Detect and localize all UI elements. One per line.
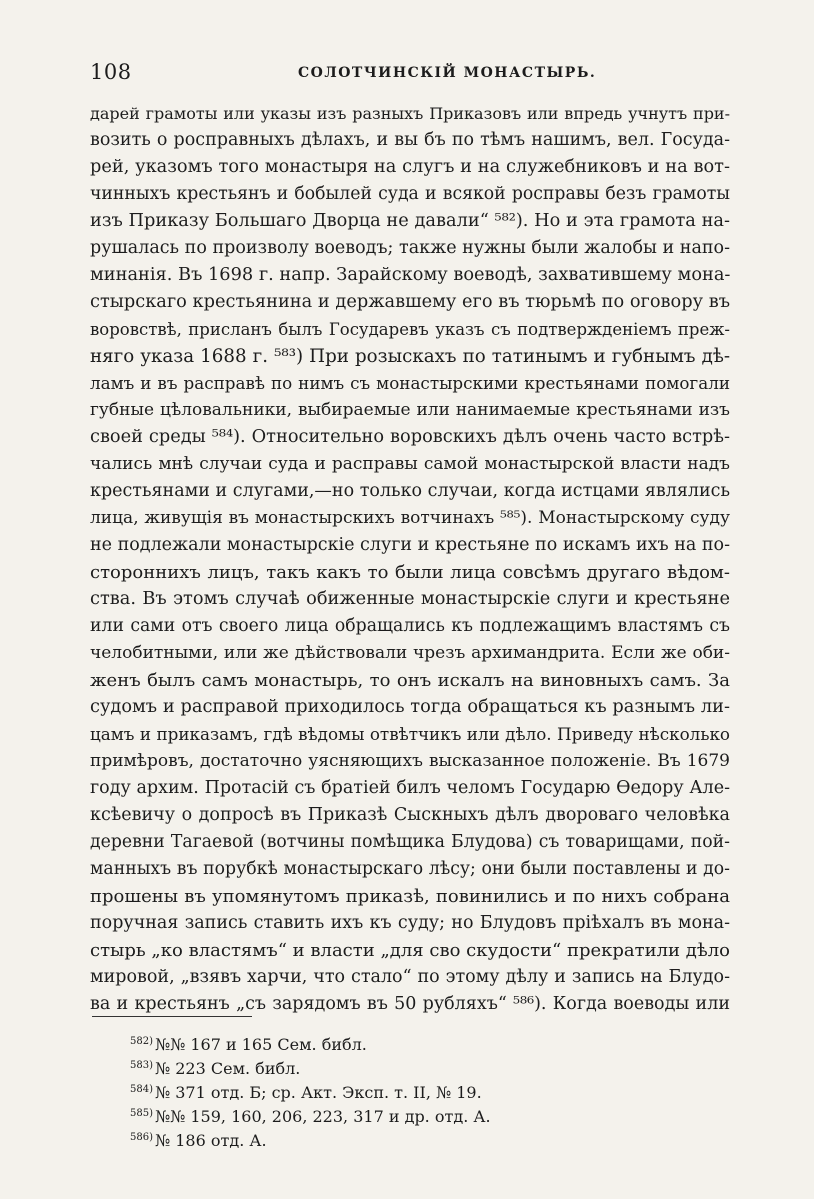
text-line: дарей грамоты или указы изъ разныхъ Приказовъ или впредь учнутъ при-: [90, 104, 730, 123]
footnote-text: №№ 167 и 165 Сем. библ.: [155, 1035, 367, 1054]
text-line: деревни Тагаевой (вотчины помѣщика Блудова) съ товарищами, пой-: [90, 832, 730, 852]
footnote-mark: 583): [130, 1060, 153, 1071]
text-line: чинныхъ крестьянъ и бобылей суда и всякой росправы безъ грамоты: [90, 184, 730, 204]
text-line: стороннихъ лицъ, такъ какъ то были лица совсѣмъ другаго вѣдом-: [90, 562, 730, 583]
text-line: воровствѣ, присланъ былъ Государевъ указъ съ подтвержденіемъ преж-: [90, 320, 730, 339]
text-line: поручная запись ставить ихъ къ суду; но Блудовъ пріѣхалъ въ мона-: [90, 913, 730, 933]
page-number: 108: [90, 60, 132, 84]
text-line: лица, живущія въ монастырскихъ вотчинахъ ⁵⁸⁵). Монастырскому суду: [90, 508, 730, 528]
text-line: губные цѣловальники, выбираемые или нанимаемые крестьянами изъ: [90, 400, 730, 420]
text-line: ксѣевичу о допросѣ въ Приказѣ Сыскныхъ дѣлъ двороваго человѣка: [90, 805, 730, 825]
text-line: рушалась по произволу воеводъ; также нужны были жалобы и напо-: [90, 238, 730, 258]
text-line: ва и крестьянъ „съ зарядомъ въ 50 рубляхъ“ ⁵⁸⁶). Когда воеводы или: [90, 994, 730, 1014]
running-title: СОЛОТЧИНСКІЙ МОНАСТЫРЬ.: [298, 65, 597, 81]
footnote: [130, 1054, 630, 1078]
footnote: [130, 1078, 630, 1102]
text-line: не подлежали монастырскіе слуги и крестьяне по искамъ ихъ на по-: [90, 535, 730, 555]
footnote-separator: [92, 1016, 252, 1017]
footnote-text: № 223 Сем. библ.: [155, 1059, 301, 1078]
text-line: минанія. Въ 1698 г. напр. Зарайскому воеводѣ, захватившему мона-: [90, 265, 731, 285]
footnote: [130, 1030, 630, 1054]
text-line: возить о росправныхъ дѣлахъ, и вы бъ по тѣмъ нашимъ, вел. Госуда-: [90, 130, 730, 150]
text-line: ламъ и въ расправѣ по нимъ съ монастырскими крестьянами помогали: [90, 373, 730, 393]
text-line: изъ Приказу Большаго Дворца не давали“ ⁵⁸²). Но и эта грамота на-: [90, 211, 730, 231]
text-line: цамъ и приказамъ, гдѣ вѣдомы отвѣтчикъ или дѣло. Приведу нѣсколько: [90, 724, 730, 744]
page-header: [90, 60, 738, 88]
footnote-mark: 586): [130, 1132, 153, 1143]
text-line: прошены въ упомянутомъ приказѣ, повинились и по нихъ собрана: [90, 886, 730, 907]
text-line: ства. Въ этомъ случаѣ обиженные монастырскіе слуги и крестьяне: [90, 589, 730, 609]
footnote: [130, 1126, 630, 1150]
text-line: челобитными, или же дѣйствовали чрезъ архимандрита. Если же оби-: [90, 643, 730, 663]
footnote: [130, 1102, 630, 1126]
footnote-mark: 585): [130, 1108, 153, 1119]
footnote-text: № 371 отд. Б; ср. Акт. Эксп. т. II, № 19.: [155, 1083, 482, 1102]
text-line: или сами отъ своего лица обращались къ подлежащимъ властямъ съ: [90, 616, 730, 636]
text-line: манныхъ въ порубкѣ монастырскаго лѣсу; они были поставлены и до-: [90, 859, 730, 879]
text-line: крестьянами и слугами,—но только случаи, когда истцами являлись: [90, 481, 730, 501]
footnote-text: № 186 отд. А.: [155, 1131, 267, 1150]
text-line: примѣровъ, достаточно уясняющихъ высказанное положеніе. Въ 1679: [90, 751, 730, 771]
text-line: рей, указомъ того монастыря на слугъ и на служебниковъ и на вот-: [90, 157, 730, 177]
text-line: мировой, „взявъ харчи, что стало“ по этому дѣлу и запись на Блудо-: [90, 967, 730, 987]
footnote-mark: 584): [130, 1084, 153, 1095]
footnotes: [130, 1030, 630, 1150]
text-line: судомъ и расправой приходилось тогда обращаться къ разнымъ ли-: [90, 697, 730, 717]
text-line: своей среды ⁵⁸⁴). Относительно воровскихъ дѣлъ очень часто встрѣ-: [90, 427, 730, 447]
body-text: [90, 100, 730, 1018]
text-line: стырскаго крестьянина и державшему его въ тюрьмѣ по оговору въ: [90, 292, 730, 312]
text-line: женъ былъ самъ монастырь, то онъ искалъ на виновныхъ самъ. За: [90, 670, 730, 691]
text-line: стырь „ко властямъ“ и власти „для сво скудости“ прекратили дѣло: [90, 940, 730, 961]
text-line: чались мнѣ случаи суда и расправы самой монастырской власти надъ: [90, 454, 730, 474]
text-line: няго указа 1688 г. ⁵⁸³) При розыскахъ по татинымъ и губнымъ дѣ-: [90, 346, 730, 367]
text-line: году архим. Протасій съ братіей билъ челомъ Государю Өедору Але-: [90, 778, 730, 798]
footnote-mark: 582): [130, 1036, 153, 1047]
footnote-text: №№ 159, 160, 206, 223, 317 и др. отд. А.: [155, 1107, 491, 1126]
